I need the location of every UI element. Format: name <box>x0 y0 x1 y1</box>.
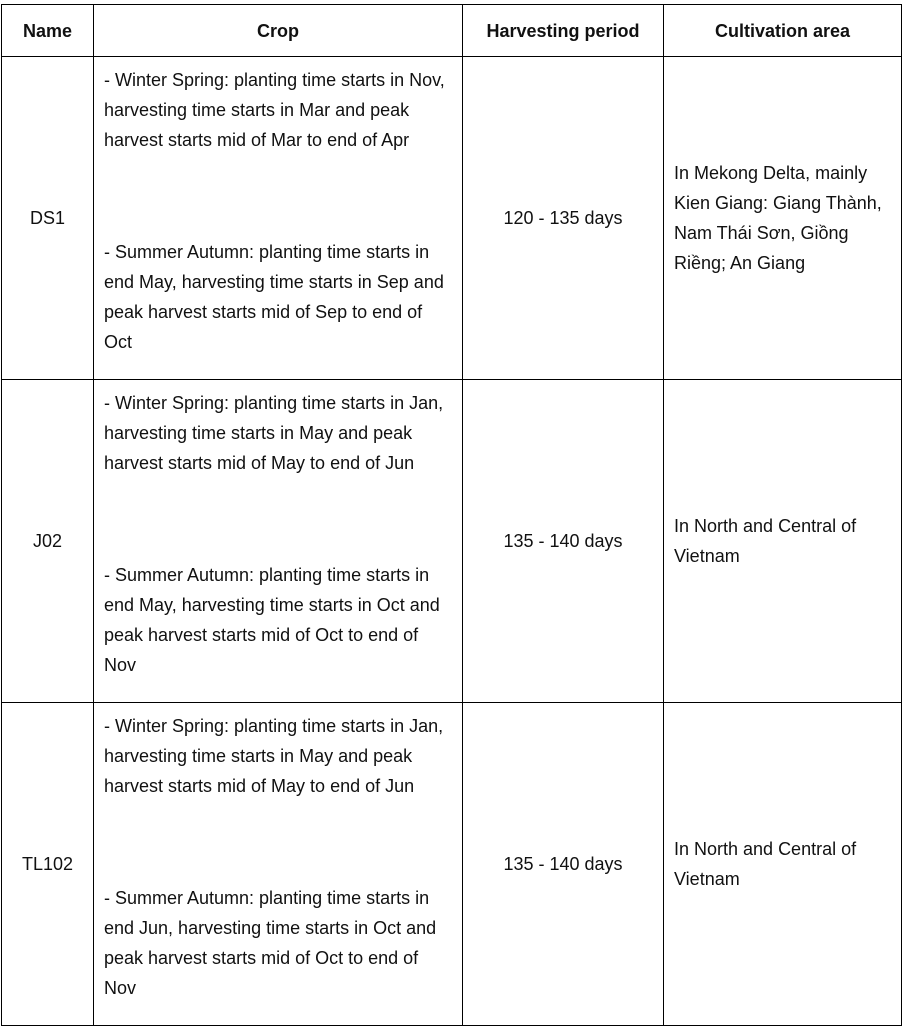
table-row <box>2 380 902 703</box>
cultivation-area: In Mekong Delta, mainly Kien Giang: Giang Thành, Nam Thái Sơn, Giồng Riềng; An Giang <box>664 57 902 380</box>
header-crop: Crop <box>94 5 463 57</box>
summer-autumn-text: - Summer Autumn: planting time starts in end May, harvesting time starts in Oct and peak harvest starts mid of Oct to end of Nov <box>104 565 440 675</box>
winter-spring-text: - Winter Spring: planting time starts in Jan, harvesting time starts in May and peak harvest starts mid of May to end of Jun <box>104 393 444 473</box>
summer-autumn-text: - Summer Autumn: planting time starts in end Jun, harvesting time starts in Oct and peak harvest starts mid of Oct to end of Nov <box>104 888 437 998</box>
summer-autumn-text: - Summer Autumn: planting time starts in end May, harvesting time starts in Sep and peak harvest starts mid of Sep to end of Oct <box>104 242 444 352</box>
table-row <box>2 57 902 380</box>
harvesting-period: 120 - 135 days <box>463 57 664 380</box>
variety-name: TL102 <box>2 703 94 1026</box>
cultivation-area: In North and Central of Vietnam <box>664 703 902 1026</box>
harvesting-period: 135 - 140 days <box>463 703 664 1026</box>
crop-table <box>1 4 902 1026</box>
header-row <box>2 5 902 57</box>
header-cultivation-area: Cultivation area <box>664 5 902 57</box>
variety-name: DS1 <box>2 57 94 380</box>
header-name: Name <box>2 5 94 57</box>
harvesting-period: 135 - 140 days <box>463 380 664 703</box>
variety-name: J02 <box>2 380 94 703</box>
cultivation-area: In North and Central of Vietnam <box>664 380 902 703</box>
winter-spring-text: - Winter Spring: planting time starts in Jan, harvesting time starts in May and peak harvest starts mid of May to end of Jun <box>104 716 444 796</box>
crop-cell <box>94 57 463 380</box>
header-harvesting-period: Harvesting period <box>463 5 664 57</box>
crop-cell <box>94 380 463 703</box>
crop-cell <box>94 703 463 1026</box>
table-row <box>2 703 902 1026</box>
winter-spring-text: - Winter Spring: planting time starts in Nov, harvesting time starts in Mar and peak harvest starts mid of Mar to end of Apr <box>104 70 445 150</box>
